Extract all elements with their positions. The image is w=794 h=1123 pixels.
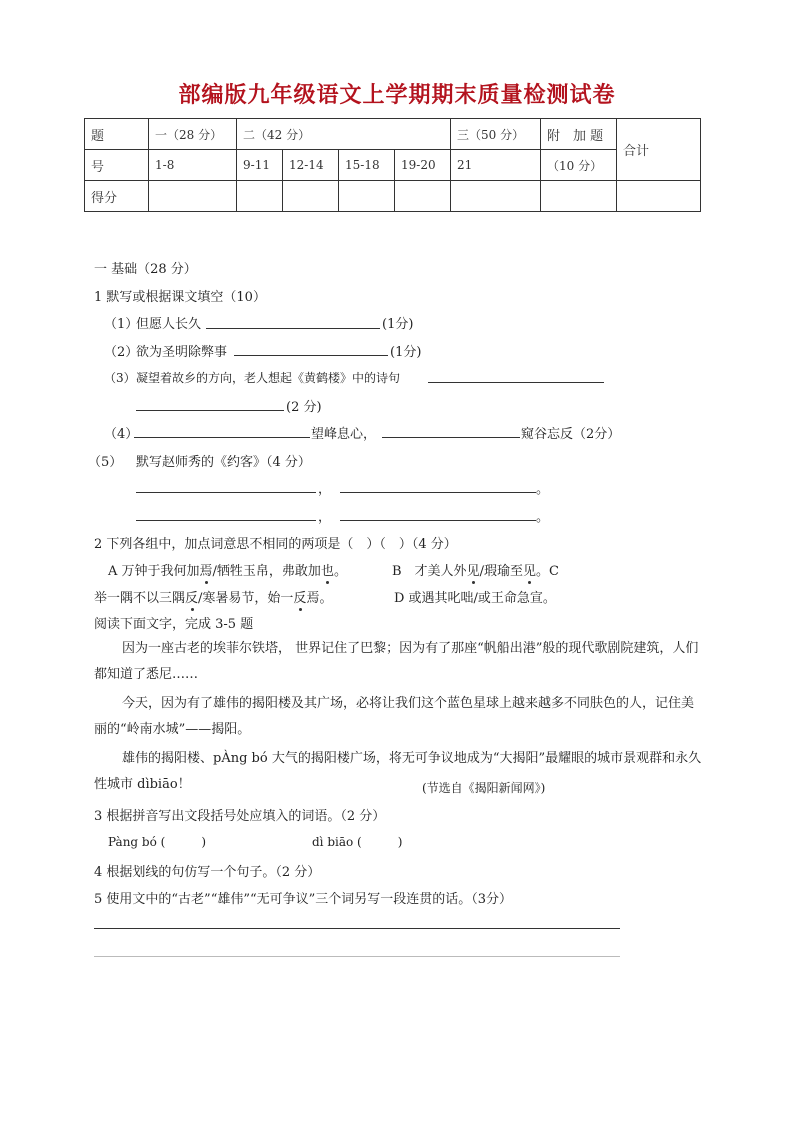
table-cell: 1-8	[149, 150, 237, 181]
period: 。	[536, 482, 550, 497]
score-blank-cell[interactable]	[339, 181, 395, 212]
question-5-stem: 5 使用文中的“古老”“雄伟”“无可争议”三个词另写一段连贯的话。（3分）	[94, 892, 513, 907]
table-cell: 12-14	[283, 150, 339, 181]
q1-item-1-text: 但愿人长久	[136, 317, 202, 332]
question-4-stem: 4 根据划线的句仿写一个句子。（2 分）	[94, 865, 321, 880]
q1-item-4-middle: 望峰息心，	[311, 427, 377, 442]
fill-blank[interactable]	[234, 355, 388, 356]
table-cell: 9-11	[237, 150, 283, 181]
q2-option-d: D 或遇其叱咄/或王命急宣。	[394, 591, 556, 606]
score-blank-cell[interactable]	[283, 181, 339, 212]
fill-blank[interactable]	[206, 328, 380, 329]
reading-paragraph-1: 因为一座古老的埃菲尔铁塔， 世界记住了巴黎；因为有了那座“帆船出港”般的现代歌剧院建筑，人们都知道了悉尼……	[94, 641, 699, 682]
fill-blank[interactable]	[382, 437, 520, 438]
period: 。	[536, 510, 550, 525]
q1-item-3-score: (2 分)	[286, 400, 322, 415]
score-blank-cell[interactable]	[541, 181, 617, 212]
question-2-stem: 2 下列各组中，加点词意思不相同的两项是（ ）（ ）（4 分）	[94, 537, 457, 552]
table-header-cell: 合计	[617, 119, 701, 181]
q3-blank-1[interactable]: Pàng bó ( )	[108, 835, 206, 849]
q1-item-3-text: 凝望着故乡的方向，老人想起《黄鹤楼》中的诗句	[136, 371, 401, 385]
table-cell: （10 分）	[541, 150, 617, 181]
q1-item-2-score: (1分)	[390, 345, 422, 360]
page-title: 部编版九年级语文上学期期末质量检测试卷	[178, 83, 616, 108]
q1-item-4-number: （4）	[104, 427, 139, 442]
table-cell: 15-18	[339, 150, 395, 181]
question-3-stem: 3 根据拼音写出文段括号处应填入的词语。（2 分）	[94, 809, 386, 824]
section-heading: 一 基础（28 分）	[94, 262, 197, 277]
q1-item-5-text: 默写赵师秀的《约客》（4 分）	[136, 455, 311, 470]
q1-item-4-end: 窥谷忘反（2分）	[521, 427, 621, 442]
reading-paragraph-2: 今天，因为有了雄伟的揭阳楼及其广场，必将让我们这个蓝色星球上越来越多不同肤色的人，记住美丽的“岭南水城”——揭阳。	[94, 696, 695, 737]
q1-item-1-number: （1）	[104, 317, 139, 332]
reading-intro: 阅读下面文字，完成 3-5 题	[94, 617, 254, 632]
table-cell: 21	[451, 150, 541, 181]
fill-blank[interactable]	[136, 410, 284, 411]
score-blank-cell[interactable]	[451, 181, 541, 212]
fill-blank[interactable]	[136, 520, 316, 521]
score-blank-cell[interactable]	[149, 181, 237, 212]
score-table	[84, 118, 701, 212]
q3-blank-2[interactable]: dì biāo ( )	[312, 835, 403, 849]
score-blank-cell[interactable]	[395, 181, 451, 212]
table-cell: 19-20	[395, 150, 451, 181]
q2-option-b: B 才美人外见/瑕瑜至见。C	[392, 564, 559, 579]
table-header-cell: 二（42 分）	[237, 119, 451, 150]
q1-item-1-score: (1分)	[382, 317, 414, 332]
answer-line[interactable]	[94, 928, 620, 929]
table-header-cell: 三（50 分）	[451, 119, 541, 150]
reading-source: (节选自《揭阳新闻网》)	[422, 781, 546, 795]
q1-item-2-text: 欲为圣明除弊事	[136, 345, 228, 360]
fill-blank[interactable]	[340, 492, 536, 493]
question-1-stem: 1 默写或根据课文填空（10）	[94, 290, 266, 305]
table-header-cell: 题	[85, 119, 149, 150]
table-cell: 号	[85, 150, 149, 181]
table-header-cell: 附 加 题	[541, 119, 617, 150]
fill-blank[interactable]	[340, 520, 536, 521]
q1-item-3-number: （3）	[104, 371, 136, 385]
score-blank-cell[interactable]	[617, 181, 701, 212]
comma: ，	[318, 482, 332, 497]
fill-blank[interactable]	[136, 492, 316, 493]
q1-item-5-number: （5）	[88, 455, 123, 470]
comma: ，	[318, 510, 332, 525]
q2-option-c: 举一隅不以三隅反/寒暑易节，始一反焉。	[94, 591, 333, 606]
fill-blank[interactable]	[134, 437, 310, 438]
q2-option-a: A 万钟于我何加焉/牺牲玉帛，弗敢加也。	[108, 564, 347, 579]
q1-item-2-number: （2）	[104, 345, 139, 360]
score-blank-cell[interactable]	[237, 181, 283, 212]
table-cell: 得分	[85, 181, 149, 212]
answer-line[interactable]	[94, 956, 620, 957]
fill-blank[interactable]	[428, 382, 604, 383]
reading-paragraph-3: 雄伟的揭阳楼、pÀng bó 大气的揭阳楼广场，将无可争议地成为“大揭阳”最耀眼的城市景观群和永久性城市 dìbiāo！	[94, 751, 702, 792]
table-header-cell: 一（28 分）	[149, 119, 237, 150]
